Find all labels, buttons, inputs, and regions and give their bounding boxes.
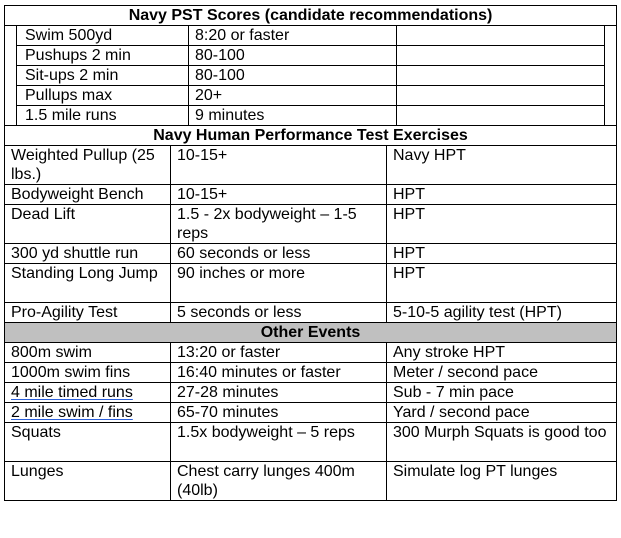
pst-cell-target: 8:20 or faster xyxy=(189,26,397,46)
other-cell-note: Meter / second pace xyxy=(387,363,617,383)
hpt-cell-note: HPT xyxy=(387,185,617,205)
pst-scores-table xyxy=(4,5,617,126)
pst-section-title: Navy PST Scores (candidate recommendations) xyxy=(5,6,617,26)
table-row xyxy=(5,106,617,126)
other-cell-target: 27-28 minutes xyxy=(171,383,387,403)
hpt-other-table xyxy=(4,125,617,501)
hpt-cell-note: Navy HPT xyxy=(387,146,617,185)
other-cell-target: 1.5x bodyweight – 5 reps xyxy=(171,423,387,462)
table-row xyxy=(5,86,617,106)
hpt-cell-exercise: 300 yd shuttle run xyxy=(5,244,171,264)
hpt-cell-target: 90 inches or more xyxy=(171,264,387,303)
pst-cell-event: Sit-ups 2 min xyxy=(17,66,189,86)
right-margin-cell xyxy=(605,26,617,126)
other-cell-note: 300 Murph Squats is good too xyxy=(387,423,617,462)
other-cell-note: Yard / second pace xyxy=(387,403,617,423)
table-row xyxy=(5,462,617,501)
workout-document xyxy=(4,5,616,501)
other-cell-event: Lunges xyxy=(5,462,171,501)
pst-header-row xyxy=(5,6,617,26)
pst-cell-target: 20+ xyxy=(189,86,397,106)
hpt-cell-note: 5-10-5 agility test (HPT) xyxy=(387,303,617,323)
left-margin-cell xyxy=(5,26,17,126)
other-cell-event: Squats xyxy=(5,423,171,462)
other-cell-target: 13:20 or faster xyxy=(171,343,387,363)
pst-cell-note xyxy=(397,66,605,86)
hpt-section-title: Navy Human Performance Test Exercises xyxy=(5,126,617,146)
table-row xyxy=(5,185,617,205)
table-row xyxy=(5,146,617,185)
table-row xyxy=(5,26,617,46)
hpt-cell-exercise: Dead Lift xyxy=(5,205,171,244)
other-cell-target: Chest carry lunges 400m (40lb) xyxy=(171,462,387,501)
table-row xyxy=(5,264,617,303)
other-cell-note: Sub - 7 min pace xyxy=(387,383,617,403)
other-cell-event: 1000m swim fins xyxy=(5,363,171,383)
pst-cell-note xyxy=(397,106,605,126)
other-cell-event xyxy=(5,403,171,423)
pst-cell-note xyxy=(397,26,605,46)
hpt-cell-target: 5 seconds or less xyxy=(171,303,387,323)
pst-cell-event: Swim 500yd xyxy=(17,26,189,46)
hpt-cell-target: 10-15+ xyxy=(171,146,387,185)
hpt-cell-exercise: Weighted Pullup (25 lbs.) xyxy=(5,146,171,185)
other-cell-target: 65-70 minutes xyxy=(171,403,387,423)
other-header-row xyxy=(5,323,617,343)
pst-cell-event: Pushups 2 min xyxy=(17,46,189,66)
hpt-cell-note: HPT xyxy=(387,244,617,264)
hpt-cell-exercise: Standing Long Jump xyxy=(5,264,171,303)
other-section-title: Other Events xyxy=(5,323,617,343)
other-cell-target: 16:40 minutes or faster xyxy=(171,363,387,383)
table-row xyxy=(5,303,617,323)
table-row xyxy=(5,363,617,383)
hpt-cell-note: HPT xyxy=(387,264,617,303)
pst-cell-target: 9 minutes xyxy=(189,106,397,126)
pst-cell-target: 80-100 xyxy=(189,66,397,86)
spellcheck-underlined-text: 2 mile swim / fins xyxy=(11,404,133,421)
table-row xyxy=(5,205,617,244)
pst-cell-event: 1.5 mile runs xyxy=(17,106,189,126)
hpt-cell-exercise: Pro-Agility Test xyxy=(5,303,171,323)
pst-cell-note xyxy=(397,46,605,66)
table-row xyxy=(5,383,617,403)
hpt-cell-target: 1.5 - 2x bodyweight – 1-5 reps xyxy=(171,205,387,244)
table-row xyxy=(5,403,617,423)
table-row xyxy=(5,343,617,363)
table-row xyxy=(5,244,617,264)
pst-cell-event: Pullups max xyxy=(17,86,189,106)
pst-cell-note xyxy=(397,86,605,106)
hpt-header-row xyxy=(5,126,617,146)
other-cell-note: Simulate log PT lunges xyxy=(387,462,617,501)
table-row xyxy=(5,423,617,462)
hpt-cell-target: 10-15+ xyxy=(171,185,387,205)
hpt-cell-note: HPT xyxy=(387,205,617,244)
pst-cell-target: 80-100 xyxy=(189,46,397,66)
other-cell-note: Any stroke HPT xyxy=(387,343,617,363)
table-row xyxy=(5,46,617,66)
other-cell-event xyxy=(5,383,171,403)
other-cell-event: 800m swim xyxy=(5,343,171,363)
hpt-cell-target: 60 seconds or less xyxy=(171,244,387,264)
hpt-cell-exercise: Bodyweight Bench xyxy=(5,185,171,205)
spellcheck-underlined-text: 4 mile timed runs xyxy=(11,384,133,401)
table-row xyxy=(5,66,617,86)
